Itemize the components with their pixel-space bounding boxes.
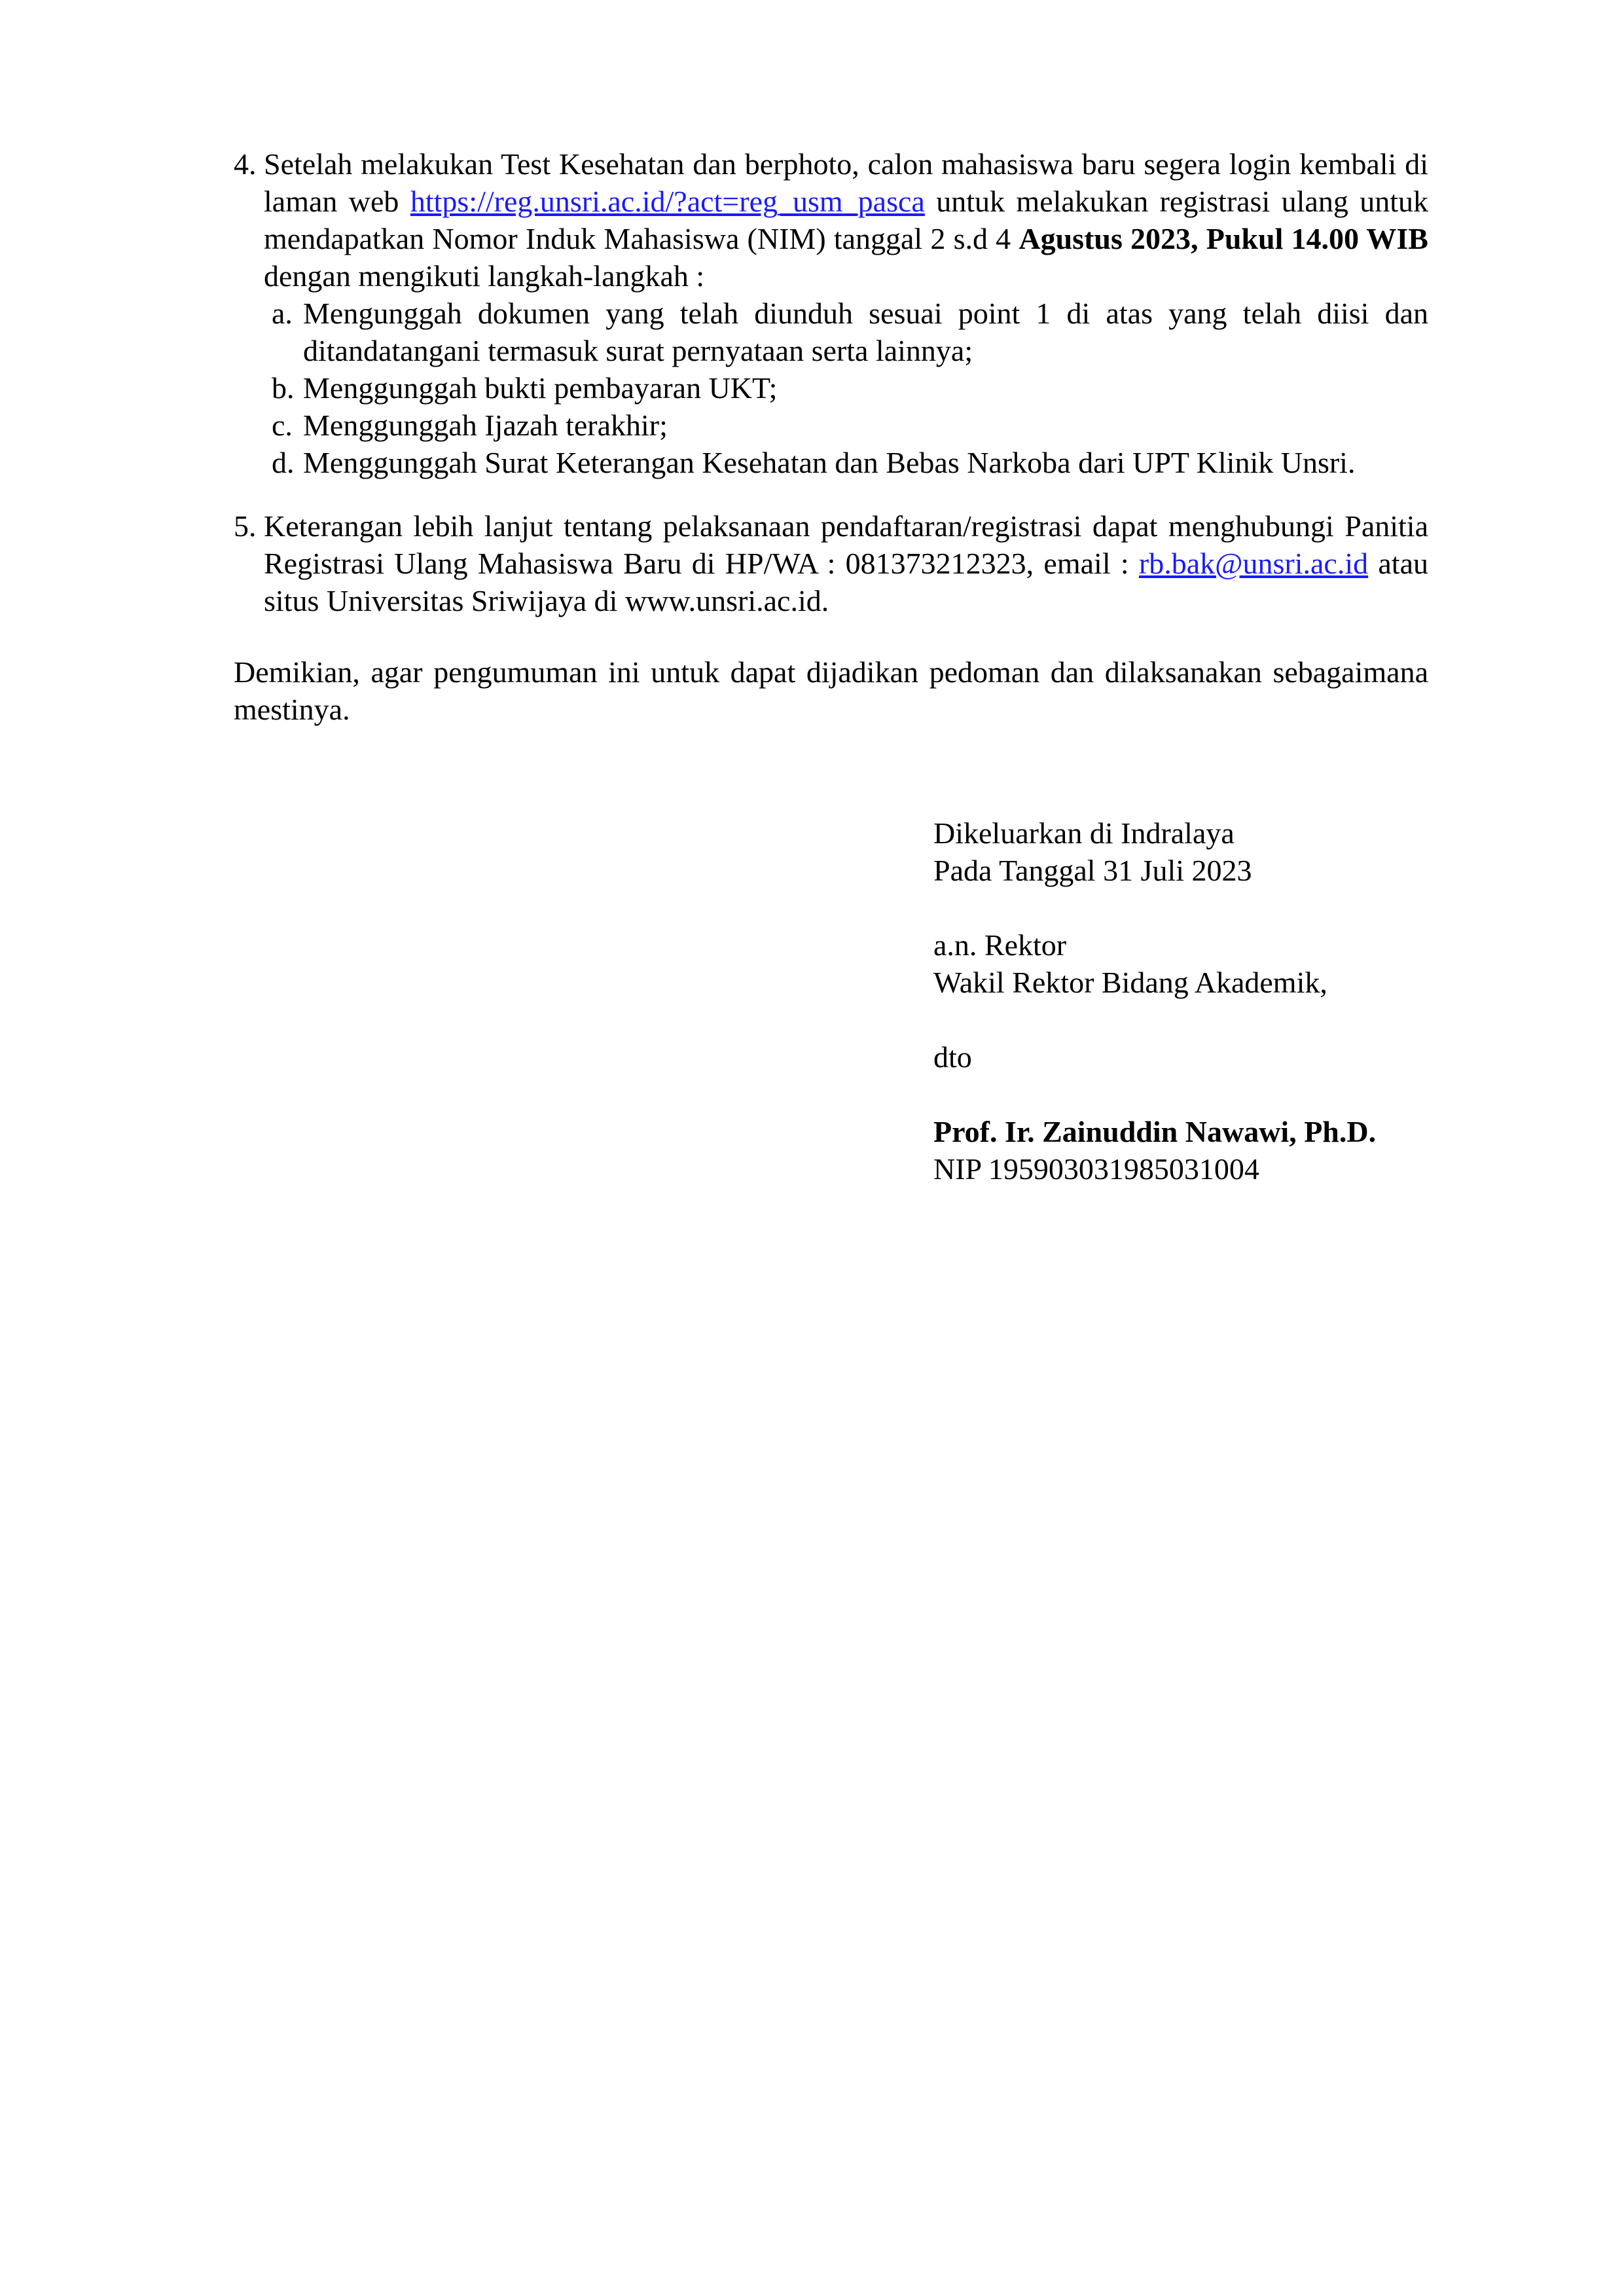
signatory-nip: NIP 195903031985031004 (933, 1152, 1259, 1186)
email-link[interactable]: rb.bak@unsri.ac.id (1138, 547, 1369, 580)
registration-link[interactable]: https://reg.unsri.ac.id/?act=reg_usm_pasca (410, 185, 925, 218)
item-4-text-2: untuk melakukan registrasi ulang untuk mendapatkan Nomor Induk Mahasiswa (NIM) tanggal 2 s.d 4 (264, 185, 1429, 255)
step-text: Menggunggah Surat Keterangan Kesehatan dan Bebas Narkoba dari UPT Klinik Unsri. (303, 446, 1356, 479)
item-number: 5. (234, 509, 257, 543)
signatory-name: Prof. Ir. Zainuddin Nawawi, Ph.D. (933, 1115, 1377, 1148)
step-text: Mengunggah dokumen yang telah diunduh sesuai point 1 di atas yang telah diisi dan ditandatangani termasuk surat pernyataan serta lainnya; (303, 297, 1428, 367)
item-5-text-2: atau situs Universitas Sriwijaya di www.unsri.ac.id. (264, 547, 1428, 617)
item-4-text-1: Setelah melakukan Test Kesehatan dan berphoto, calon mahasiswa baru segera login kembali di laman web (264, 147, 1428, 218)
step-letter: d. (272, 446, 295, 479)
step-text: Menggunggah Ijazah terakhir; (303, 409, 668, 442)
signature-block (933, 814, 1457, 1188)
item-number: 4. (234, 147, 257, 181)
issued-date: Pada Tanggal 31 Juli 2023 (933, 854, 1252, 887)
step-letter: a. (272, 297, 293, 330)
step-letter: c. (272, 409, 293, 442)
document-body (234, 145, 1428, 728)
on-behalf: a.n. Rektor (933, 928, 1067, 962)
item-5-text-1: Keterangan lebih lanjut tentang pelaksanaan pendaftaran/registrasi dapat menghubungi Panitia Registrasi Ulang Mahasiswa Baru di HP/WA : 081373212323, email : (264, 509, 1428, 580)
list-item (272, 369, 1428, 407)
list-item (272, 295, 1428, 369)
step-letter: b. (272, 371, 295, 405)
issued-place: Dikeluarkan di Indralaya (933, 816, 1235, 850)
registration-deadline: Agustus 2023, Pukul 14.00 WIB (1019, 222, 1428, 255)
list-item (272, 444, 1428, 481)
list-item-5 (234, 507, 1428, 619)
list-item-4 (234, 145, 1428, 481)
list-item (272, 407, 1428, 444)
item-4-body (264, 145, 1428, 481)
dto-mark: dto (933, 1040, 972, 1074)
signatory-position: Wakil Rektor Bidang Akademik, (933, 966, 1327, 999)
closing-paragraph: Demikian, agar pengumuman ini untuk dapat dijadikan pedoman dan dilaksanakan sebagaimana mestinya. (234, 655, 1428, 726)
item-4-text-3: dengan mengikuti langkah-langkah : (264, 259, 705, 293)
step-text: Menggunggah bukti pembayaran UKT; (303, 371, 778, 405)
steps-list (264, 295, 1428, 481)
item-5-body (264, 507, 1428, 619)
